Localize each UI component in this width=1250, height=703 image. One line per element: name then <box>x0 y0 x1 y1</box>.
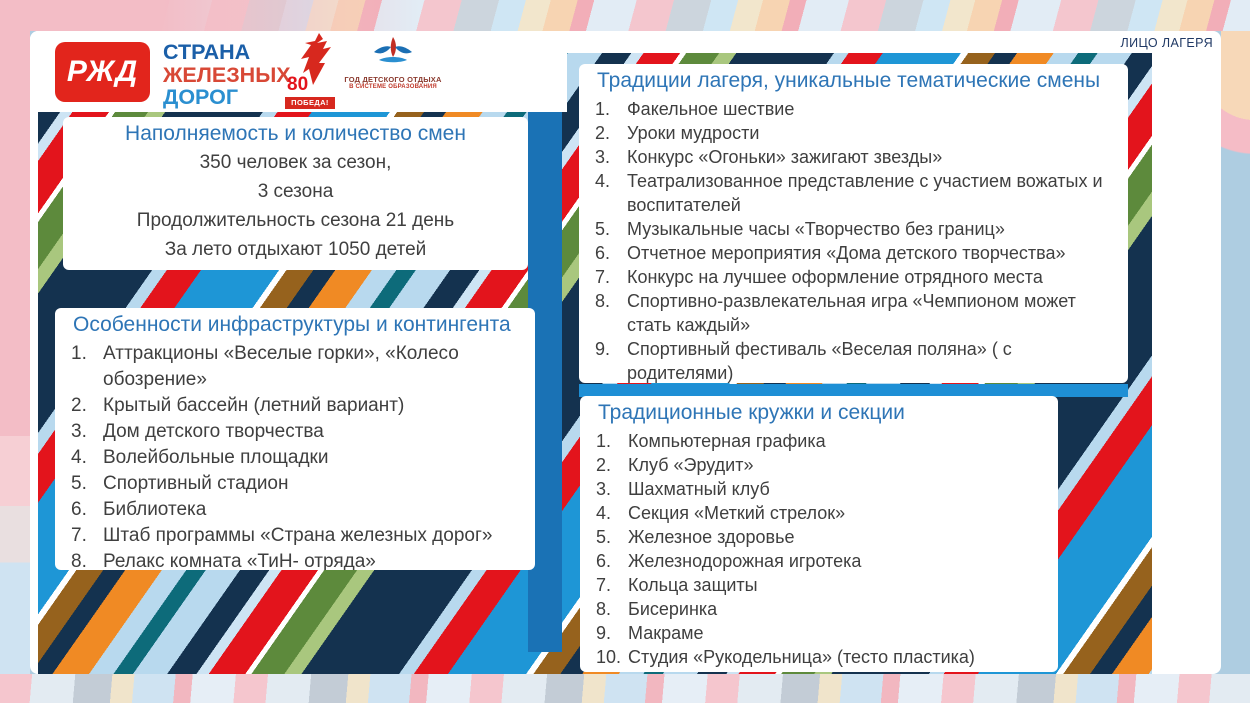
traditions-card-title: Традиции лагеря, уникальные тематические смены <box>597 69 1101 92</box>
list-item: Продолжительность сезона 21 день <box>136 210 455 231</box>
list-item: Спортивный стадион <box>103 473 289 494</box>
list-item: Дом детского творчества <box>103 421 324 442</box>
rzd-logo <box>55 42 150 102</box>
list-item: Штаб программы «Страна железных дорог» <box>103 525 493 546</box>
year-logo-line-1: ГОД ДЕТСКОГО ОТДЫХА <box>344 75 442 84</box>
brand-line-2: ЖЕЛЕЗНЫХ <box>163 62 291 87</box>
rzd-logo-text: РЖД <box>66 55 139 88</box>
list-item: Конкурс «Огоньки» зажигают звезды» <box>627 147 943 167</box>
list-item: Театрализованное представление с участием вожатых и воспитателей <box>627 171 1103 215</box>
brand-line-3: ДОРОГ <box>163 85 239 109</box>
list-item: Макраме <box>628 623 704 643</box>
list-item: Кольца защиты <box>628 575 758 595</box>
clubs-card <box>580 396 1058 672</box>
list-item: Уроки мудрости <box>627 123 760 143</box>
victory-banner: ПОБЕДА! <box>285 97 335 109</box>
list-item: Железное здоровье <box>628 527 795 547</box>
list-item: Студия «Рукодельница» (тесто пластика) <box>628 647 975 667</box>
year-logo-line-2: В СИСТЕМЕ ОБРАЗОВАНИЯ <box>349 84 437 90</box>
infrastructure-list <box>55 341 535 570</box>
capacity-card-title: Наполняемость и количество смен <box>125 122 466 145</box>
clubs-list <box>580 429 1058 669</box>
infrastructure-card <box>55 308 535 570</box>
corner-label: ЛИЦО ЛАГЕРЯ <box>1120 36 1213 50</box>
traditions-list <box>579 97 1128 383</box>
brand-title <box>163 41 291 109</box>
list-item: Отчетное мероприятия «Дома детского творчества» <box>627 243 1066 263</box>
list-item: Клуб «Эрудит» <box>628 455 754 475</box>
bottom-border-decoration <box>0 674 1250 703</box>
infrastructure-card-title: Особенности инфраструктуры и контингента <box>73 313 511 336</box>
brand-line-1: СТРАНА <box>163 40 251 64</box>
list-item: Волейбольные площадки <box>103 447 329 468</box>
capacity-card <box>63 117 528 270</box>
list-item: Компьютерная графика <box>628 431 826 451</box>
list-item: Секция «Меткий стрелок» <box>628 503 846 523</box>
slide <box>30 31 1221 674</box>
list-item: Конкурс на лучшее оформление отрядного места <box>627 267 1043 287</box>
logo-band <box>30 31 567 112</box>
list-item: Спортивно-развлекательная игра «Чемпионом может стать каждый» <box>627 291 1076 335</box>
list-item: Факельное шествие <box>627 99 795 119</box>
top-border-decoration <box>0 0 1250 31</box>
right-border-decoration <box>1221 0 1250 703</box>
sail-icon <box>371 36 415 68</box>
list-item: 3 сезона <box>257 181 334 202</box>
list-item: Крытый бассейн (летний вариант) <box>103 395 405 416</box>
victory-80-logo <box>285 33 339 109</box>
capacity-lines <box>63 148 528 264</box>
list-item: Шахматный клуб <box>628 479 770 499</box>
list-item: Спортивный фестиваль «Веселая поляна» ( с родителями) <box>627 339 1012 383</box>
left-border-decoration <box>0 0 30 703</box>
traditions-card <box>579 64 1128 383</box>
list-item: Аттракционы «Веселые горки», «Колесо обозрение» <box>103 343 459 390</box>
list-item: Библиотека <box>103 499 207 520</box>
list-item: 350 человек за сезон, <box>199 152 392 173</box>
list-item: Музыкальные часы «Творчество без границ» <box>627 219 1005 239</box>
list-item: Бисеринка <box>628 599 718 619</box>
victory-number: 80 <box>287 74 309 95</box>
year-of-childrens-rest-logo <box>335 36 451 106</box>
list-item: Железнодорожная игротека <box>628 551 862 571</box>
clubs-card-title: Традиционные кружки и секции <box>598 401 905 424</box>
list-item: За лето отдыхают 1050 детей <box>164 239 427 260</box>
list-item: Релакс комната «ТиН- отряда» <box>103 551 376 570</box>
